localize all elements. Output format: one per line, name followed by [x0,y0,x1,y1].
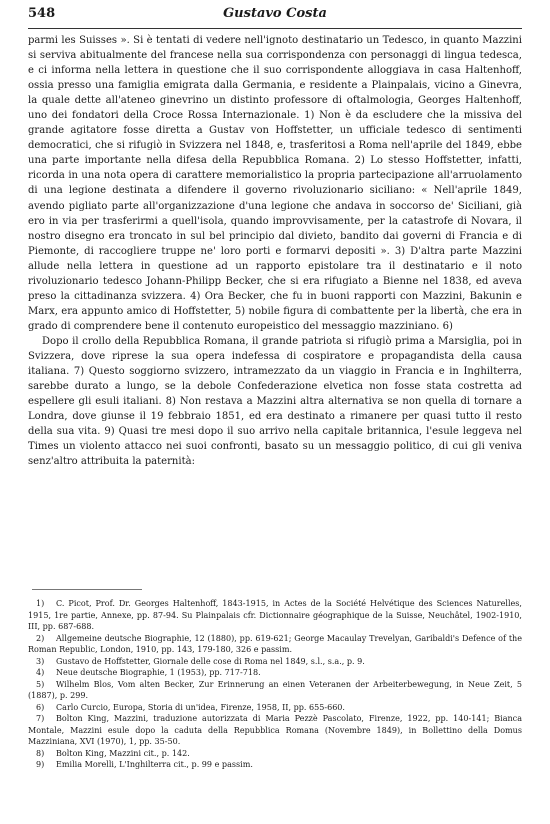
footnote-number: 8) [36,748,45,758]
footnote-rule [32,589,142,590]
footnote-text: Gustavo de Hoffstetter, Giornale delle cose di Roma nel 1849, s.l., s.a., p. 9. [56,656,365,666]
footnote [28,667,522,679]
footnote [28,748,522,760]
footnote-number: 2) [36,633,45,643]
footnote-number: 3) [36,656,45,666]
footnote-text: Emilia Morelli, L'Inghilterra cit., p. 99 e passim. [56,760,253,769]
running-head: Gustavo Costa [223,6,327,21]
footnote-number: 4) [36,668,45,677]
page-header [28,6,522,26]
footnote [28,656,522,668]
footnote-number: 6) [36,702,45,712]
footnote-number: 5) [36,679,45,689]
footnote-text: C. Picot, Prof. Dr. Georges Haltenhoff, 1843-1915, in Actes de la Société Helvétique des Sciences Naturelles, 1915, 1re partie, Annexe, pp. 87-94. Su Plainpalais cfr. Dictionnaire géographique de la Suisse, Neuchâtel, 1902-1910, III, pp. 687-688. [28,599,522,631]
footnote [28,759,522,771]
footnote-text: Carlo Curcio, Europa, Storia di un'idea, Firenze, 1958, II, pp. 655-660. [56,702,345,712]
body-paragraph: parmi les Suisses ». Si è tentati di vedere nell'ignoto destinatario un Tedesco, in quanto Mazzini si serviva abitualmente del francese nella sua corrispondenza con personaggi di lingua tedesca, e ci informa nella lettera in questione che il suo corrispondente alloggiava in casa Haltenhoff, ossia presso una famiglia emigrata dalla Germania, e residente a Plainpalais, vicino a Ginevra, la quale dette all'ateneo ginevrino un distinto professore di oftalmologia, Georges Haltenhoff, uno dei fondatori della Croce Rossa Internazionale. 1) Non è da escludere che la missiva del grande agitatore fosse diretta a Gustav von Hoffstetter, un ufficiale tedesco di sentimenti democratici, che si rifugiò in Svizzera nel 1848, e, trasferitosi a Roma nell'aprile del 1849, ebbe una parte importante nella difesa della Repubblica Romana. 2) Lo stesso Hoffstetter, infatti, ricorda in una nota opera di carattere memorialistico la propria partecipazione all'arruolamento di una legione destinata a difendere il governo rivoluzionario siciliano: « Nell'aprile 1849, avendo pigliato parte all'organizzazione d'una legione che andava in soccorso de' Siciliani, già ero in via per trasferirmi a quell'isola, quando improvvisamente, per la catastrofe di Novara, il nostro disegno era troncato in sul bel principio dal divieto, bandito dai governi di Francia e di Piemonte, di raccogliere truppe ne' loro porti e formarvi depositi ». 3) D'altra parte Mazzini allude nella lettera in questione ad un rapporto epistolare tra il destinatario e il noto rivoluzionario tedesco Johann-Philipp Becker, che si era rifugiato a Bienne nel 1838, ed aveva preso la cittadinanza svizzera. 4) Ora Becker, che fu in buoni rapporti con Mazzini, Bakunin e Marx, era appunto amico di Hoffstetter, 5) nobile figura di combattente per la libertà, che era in grado di comprendere bene il contenuto europeistico del messaggio mazziniano. 6) [28,35,522,332]
body-paragraph: Dopo il crollo della Repubblica Romana, il grande patriota si rifugiò prima a Marsiglia, poi in Svizzera, dove riprese la sua opera indefessa di cospiratore e propagandista della causa italiana. 7) Questo soggiorno svizzero, intramezzato da un viaggio in Francia e in Inghilterra, sarebbe durato a lungo, se la debole Confederazione elvetica non fosse stata costretta ad espellere gli esuli italiani. 8) Non restava a Mazzini altra alternativa se non quella di tornare a Londra, dove giunse il 19 febbraio 1851, ed era destinato a rimanere per quasi tutto il resto della sua vita. 9) Quasi tre mesi dopo il suo arrivo nella capitale britannica, l'esule leggeva nel Times un violento attacco nei suoi confronti, basato su un messaggio politico, di cui gli veniva senz'altro attribuita la paternità: [28,335,522,468]
footnote-text: Bolton King, Mazzini cit., p. 142. [56,748,190,758]
footnote-text: Wilhelm Blos, Vom alten Becker, Zur Erinnerung an einen Veteranen der Arbeiterbewegung, in Neue Zeit, 5 (1887), p. 299. [28,679,522,700]
body-text [28,33,522,469]
footnote-text: Neue deutsche Biographie, 1 (1953), pp. 717-718. [56,668,261,677]
footnote-text: Allgemeine deutsche Biographie, 12 (1880), pp. 619-621; George Macaulay Trevelyan, Garibaldi's Defence of the Roman Republic, London, 1910, pp. 143, 179-180, 326 e passim. [28,633,522,654]
header-rule [28,28,522,29]
footnote [28,702,522,714]
footnote [28,633,522,656]
footnote [28,679,522,702]
footnote-number: 9) [36,760,45,769]
footnote [28,598,522,633]
footnote [28,713,522,748]
footnote-number: 1) [36,599,45,608]
footnote-text: Bolton King, Mazzini, traduzione autorizzata di Maria Pezzè Pascolato, Firenze, 1922, pp. 140-141; Bianca Montale, Mazzini esule dopo la caduta della Repubblica Romana (Novembre 1849), in Bollettino della Domus Mazziniana, XVI (1970), 1, pp. 35-50. [28,714,522,746]
page-number: 548 [28,6,56,21]
footnotes [28,598,522,771]
footnote-number: 7) [36,714,45,723]
